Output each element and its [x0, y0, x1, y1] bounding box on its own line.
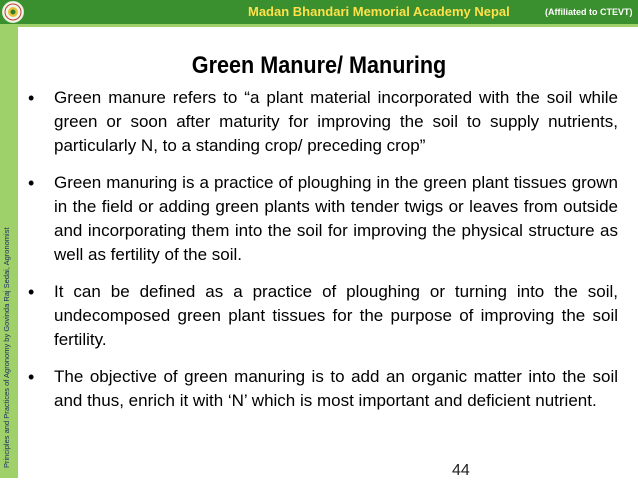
bullet-list — [28, 86, 618, 426]
bullet-text: It can be defined as a practice of ploughing or turning into the soil, undecomposed green plant tissues for the purpose of improving the soil fertility. — [54, 282, 618, 349]
header-bar — [0, 0, 638, 24]
slide-title: Green Manure/ Manuring — [191, 52, 447, 79]
sidebar-credit: Principles and Practices of Agronomy by Govinda Raj Sedai, Agronomist — [2, 227, 11, 468]
bullet-icon: • — [28, 88, 35, 108]
bullet-item — [28, 280, 618, 352]
affiliation-text: (Affiliated to CTEVT) — [545, 7, 633, 17]
bullet-text: Green manure refers to “a plant material incorporated with the soil while green or soon after maturity for improving the soil to supply nutrients, particularly N, to a standing crop/ preceding crop” — [54, 88, 618, 155]
academy-name: Madan Bhandari Memorial Academy Nepal — [248, 4, 510, 19]
bullet-item — [28, 86, 618, 158]
page-number: 44 — [452, 462, 470, 479]
bullet-icon: • — [28, 282, 35, 302]
header-stripe — [0, 24, 638, 27]
bullet-text: Green manuring is a practice of ploughing in the green plant tissues grown in the field or adding green plants with tender twigs or leaves from outside and incorporating them into the soil for improving the physical structure as well as fertility of the soil. — [54, 173, 618, 264]
bullet-item — [28, 365, 618, 413]
bullet-icon: • — [28, 173, 35, 193]
bullet-text: The objective of green manuring is to add an organic matter into the soil and thus, enrich it with ‘N’ which is most important and deficient nutrient. — [54, 367, 618, 410]
academy-logo-icon — [2, 1, 24, 23]
bullet-item — [28, 171, 618, 267]
bullet-icon: • — [28, 367, 35, 387]
